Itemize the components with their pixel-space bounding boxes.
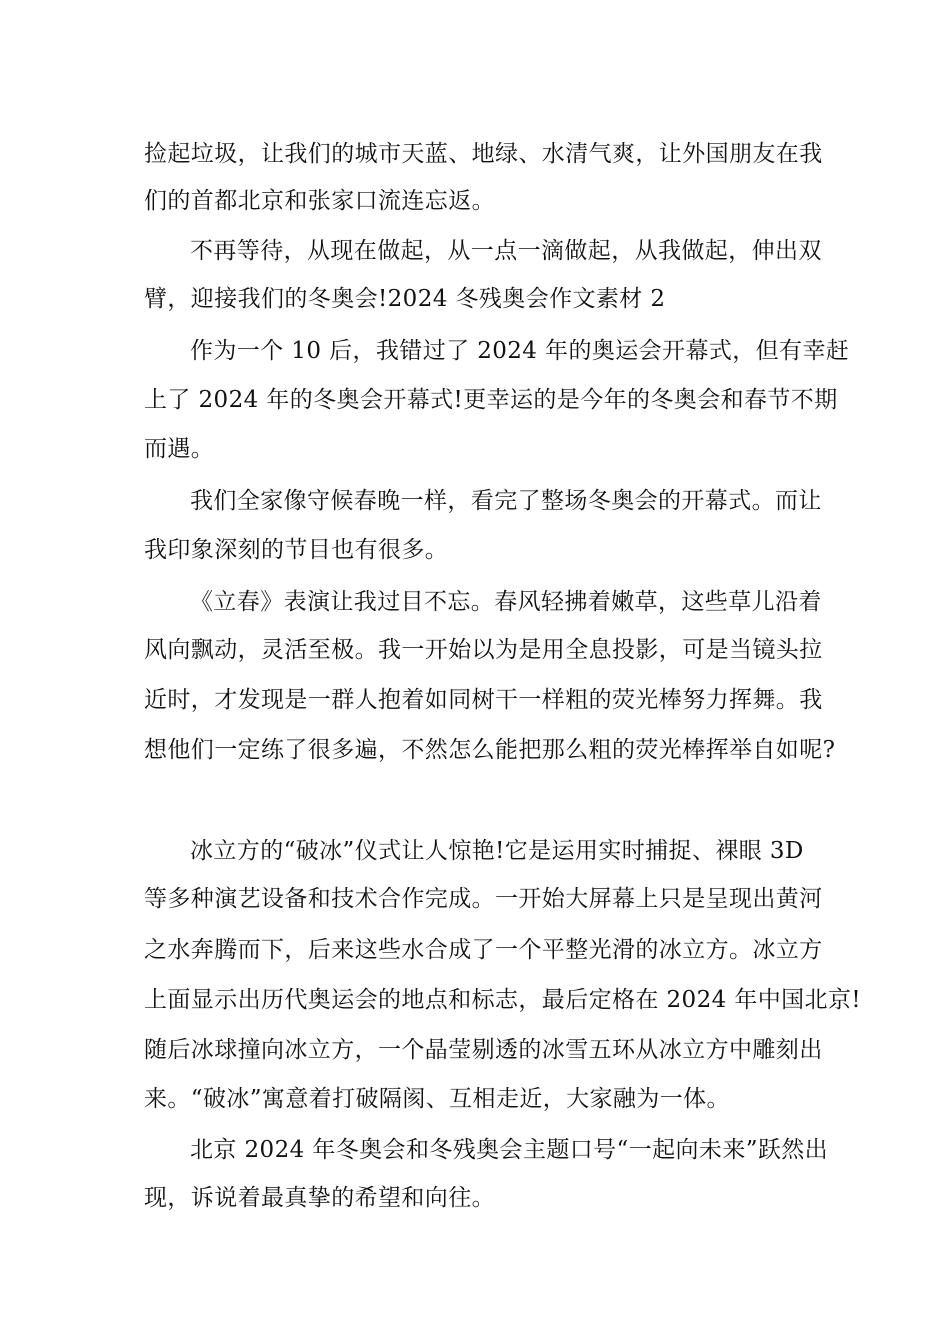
- text-line: 风向飘动，灵活至极。我一开始以为是用全息投影，可是当镜头拉: [144, 637, 823, 663]
- paragraph-first-line: 我们全家像守候春晚一样，看完了整场冬奥会的开幕式。而让: [190, 488, 822, 514]
- text-line: 之水奔腾而下，后来这些水合成了一个平整光滑的冰立方。冰立方: [144, 937, 823, 963]
- text-line: 等多种演艺设备和技术合作完成。一开始大屏幕上只是呈现出黄河: [144, 886, 823, 912]
- paragraph-first-line: 不再等待，从现在做起，从一点一滴做起，从我做起，伸出双: [190, 238, 822, 264]
- text-line: 现，诉说着最真挚的希望和向往。: [144, 1185, 495, 1211]
- text-line: 捡起垃圾，让我们的城市天蓝、地绿、水清气爽，让外国朋友在我: [144, 141, 823, 167]
- text-line: 上面显示出历代奥运会的地点和标志，最后定格在 2024 年中国北京!: [144, 987, 861, 1013]
- text-line: 近时，才发现是一群人抱着如同树干一样粗的荧光棒努力挥舞。我: [144, 687, 823, 713]
- paragraph-first-line: 作为一个 10 后，我错过了 2024 年的奥运会开幕式，但有幸赶: [190, 338, 850, 364]
- paragraph-first-line: 《立春》表演让我过目不忘。春风轻拂着嫩草，这些草儿沿着: [190, 589, 822, 615]
- text-line: 想他们一定练了很多遍，不然怎么能把那么粗的荧光棒挥举自如呢?: [144, 737, 836, 763]
- paragraph-first-line: 冰立方的“破冰”仪式让人惊艳!它是运用实时捕捉、裸眼 3D: [190, 838, 804, 864]
- text-line: 上了 2024 年的冬奥会开幕式!更幸运的是今年的冬奥会和春节不期: [144, 387, 838, 413]
- paragraph-first-line: 北京 2024 年冬奥会和冬残奥会主题口号“一起向未来”跃然出: [190, 1137, 829, 1163]
- text-line: 随后冰球撞向冰立方，一个晶莹剔透的冰雪五环从冰立方中雕刻出: [144, 1037, 823, 1063]
- text-line: 们的首都北京和张家口流连忘返。: [144, 188, 495, 214]
- text-line: 而遇。: [144, 436, 215, 462]
- text-line: 臂，迎接我们的冬奥会!2024 冬残奥会作文素材 2: [144, 286, 666, 312]
- text-line: 我印象深刻的节目也有很多。: [144, 537, 449, 563]
- text-line: 来。“破冰”寓意着打破隔阂、互相走近，大家融为一体。: [144, 1086, 730, 1112]
